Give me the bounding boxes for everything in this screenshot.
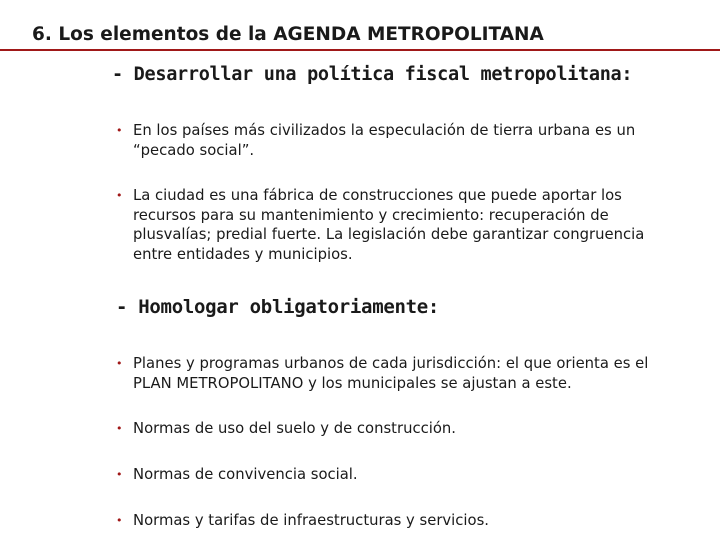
section-heading-fiscal-policy: - Desarrollar una política fiscal metropolitana:	[112, 64, 633, 85]
bullet-item	[116, 121, 686, 160]
bullet-text: La ciudad es una fábrica de construcciones que puede aportar los recursos para su mantenimiento y crecimiento: recuperación de plusvalías; predial fuerte. La legislación debe garantizar congruencia entre entidades y municipios.	[133, 187, 645, 263]
bullet-text: En los países más civilizados la especulación de tierra urbana es un “pecado social”.	[133, 122, 636, 159]
slide-title: 6. Los elementos de la AGENDA METROPOLITANA	[32, 24, 544, 45]
bullet-text: Normas de uso del suelo y de construcción.	[133, 420, 456, 437]
bullet-item	[116, 465, 686, 485]
section-heading-homologate: - Homologar obligatoriamente:	[116, 296, 440, 318]
bullet-item	[116, 511, 686, 531]
bullet-icon: •	[116, 124, 123, 137]
bullet-icon: •	[116, 357, 123, 370]
bullet-icon: •	[116, 189, 123, 202]
bullet-text: Planes y programas urbanos de cada jurisdicción: el que orienta es el PLAN METROPOLITANO y los municipales se ajustan a este.	[133, 355, 649, 392]
bullet-item	[116, 186, 686, 264]
bullet-icon: •	[116, 514, 123, 527]
bullet-text: Normas de convivencia social.	[133, 466, 358, 483]
bullet-item	[116, 419, 686, 439]
title-divider	[0, 49, 720, 51]
bullet-text: Normas y tarifas de infraestructuras y servicios.	[133, 512, 489, 529]
bullet-icon: •	[116, 422, 123, 435]
bullet-icon: •	[116, 468, 123, 481]
bullet-item	[116, 354, 686, 393]
